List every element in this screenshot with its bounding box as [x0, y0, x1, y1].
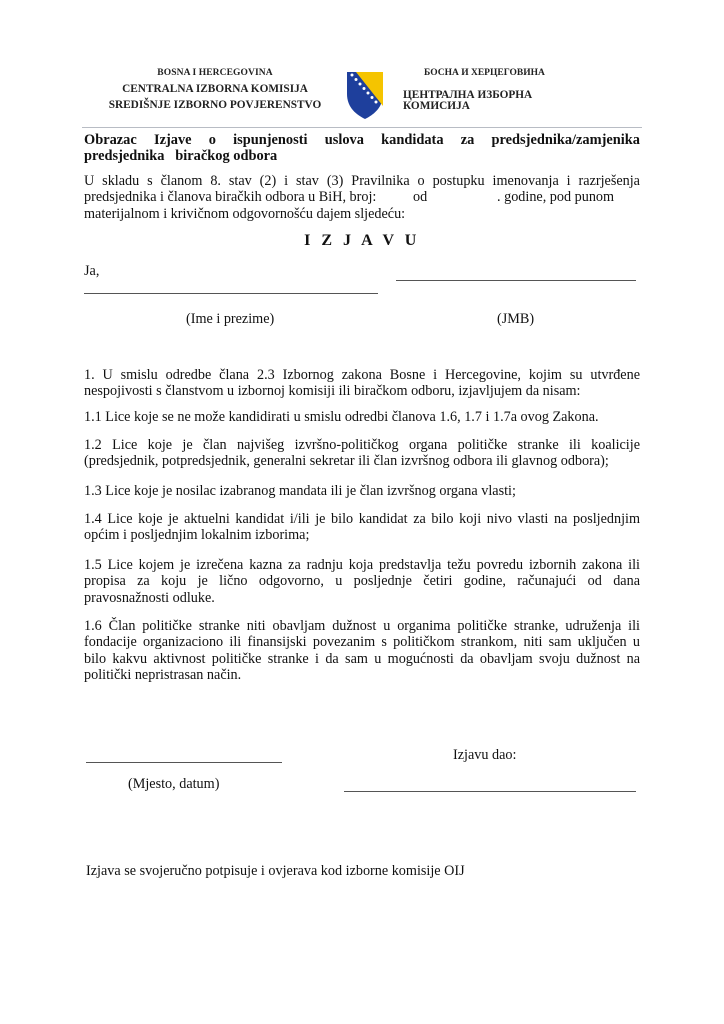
item-1-1: 1.1 Lice koje se ne može kandidirati u smislu odredbi članova 1.6, 1.7 i 1.7a ovog Zakona. — [84, 409, 599, 425]
jmb-input-line[interactable] — [396, 280, 636, 281]
item-1-4: 1.4 Lice koje je aktuelni kandidat i/ili je bilo kandidat za bilo koji nivo vlasti na posljednjim općim i posljednjim lokalnim izborima; — [84, 511, 640, 544]
intro-line-2-start: predsjednika i članova biračkih odbora u BiH, broj: — [84, 189, 377, 206]
item-1-2: 1.2 Lice koje je član najvišeg izvršno-političkog organa političke stranke ili koalicije (predsjednik, potpredsjednik, generalni sekretar ili član izvršnog odbora ili glavnog odbora); — [84, 437, 640, 470]
bih-coat-of-arms-icon — [345, 70, 385, 120]
intro-line-2 — [84, 189, 640, 205]
header-commission-croatian: SREDIŠNJE IZBORNO POVJERENSTVO — [108, 98, 322, 111]
form-title-line-2: predsjednika biračkog odbora — [84, 148, 278, 165]
intro-od-label: od — [413, 189, 428, 206]
place-date-input-line[interactable] — [86, 762, 282, 763]
footer-note: Izjava se svojeručno potpisuje i ovjerava kod izborne komisije OIJ — [86, 863, 465, 879]
header-commission-cyrillic: ЦЕНТРАЛНА ИЗБОРНА КОМИСИЈА — [403, 88, 533, 112]
section-1-line-2: nespojivosti s članstvom u izbornoj komisiji ili biračkom odboru, izjavljujem da nisam: — [84, 383, 581, 400]
section-1-line-1: 1. U smislu odredbe člana 2.3 Izbornog zakona Bosne i Hercegovine, kojim su utvrđene — [84, 367, 640, 383]
intro-line-1: U skladu s članom 8. stav (2) i stav (3) Pravilnika o postupku imenovanja i razrješenja — [84, 173, 640, 189]
signature-input-line[interactable] — [344, 791, 636, 792]
intro-paragraph — [84, 173, 640, 222]
ja-label: Ja, — [84, 263, 100, 279]
place-date-caption: (Mjesto, datum) — [128, 776, 220, 792]
header-country-cyrillic: БОСНА И ХЕРЦЕГОВИНА — [424, 68, 545, 78]
header-commission-latin: CENTRALNA IZBORNA KOMISIJA — [122, 82, 308, 95]
header-institution-latin — [84, 69, 346, 111]
item-1-6: 1.6 Član političke stranke niti obavljam dužnost u organima političke stranke, udruženja ili fondacije organizaciono ili finansijski povezanim s političkom strankom, niti sam uključen u bilo kakvu aktivnost političke stranke i da sam u mogućnosti da obavljam svoju dužnost na politički nepristrasan način. — [84, 618, 640, 684]
intro-line-2-end: . godine, pod punom — [497, 189, 615, 206]
header-institution-cyrillic — [400, 69, 600, 112]
name-input-line[interactable] — [84, 293, 378, 294]
item-1-5: 1.5 Lice kojem je izrečena kazna za radnju koja predstavlja težu povredu izbornih zakona ili propisa za koju je lično odgovorno, u posljednje četiri godine, računajući od dana pravosnažnosti odluke. — [84, 557, 640, 606]
declaration-heading: I Z J A V U — [304, 232, 420, 249]
declarant-label: Izjavu dao: — [453, 747, 517, 763]
header-divider — [82, 127, 642, 128]
item-1-3: 1.3 Lice koje je nosilac izabranog mandata ili je član izvršnog organa vlasti; — [84, 483, 516, 499]
section-1-intro — [84, 367, 640, 400]
form-title — [84, 132, 640, 165]
form-title-line-1: Obrazac Izjave o ispunjenosti uslova kandidata za predsjednika/zamjenika — [84, 132, 640, 148]
name-caption: (Ime i prezime) — [186, 311, 275, 327]
intro-line-3: materijalnom i krivičnom odgovornošću dajem sljedeću: — [84, 205, 406, 222]
header-country-latin: BOSNA I HERCEGOVINA — [157, 68, 273, 78]
jmb-caption: (JMB) — [497, 311, 535, 327]
